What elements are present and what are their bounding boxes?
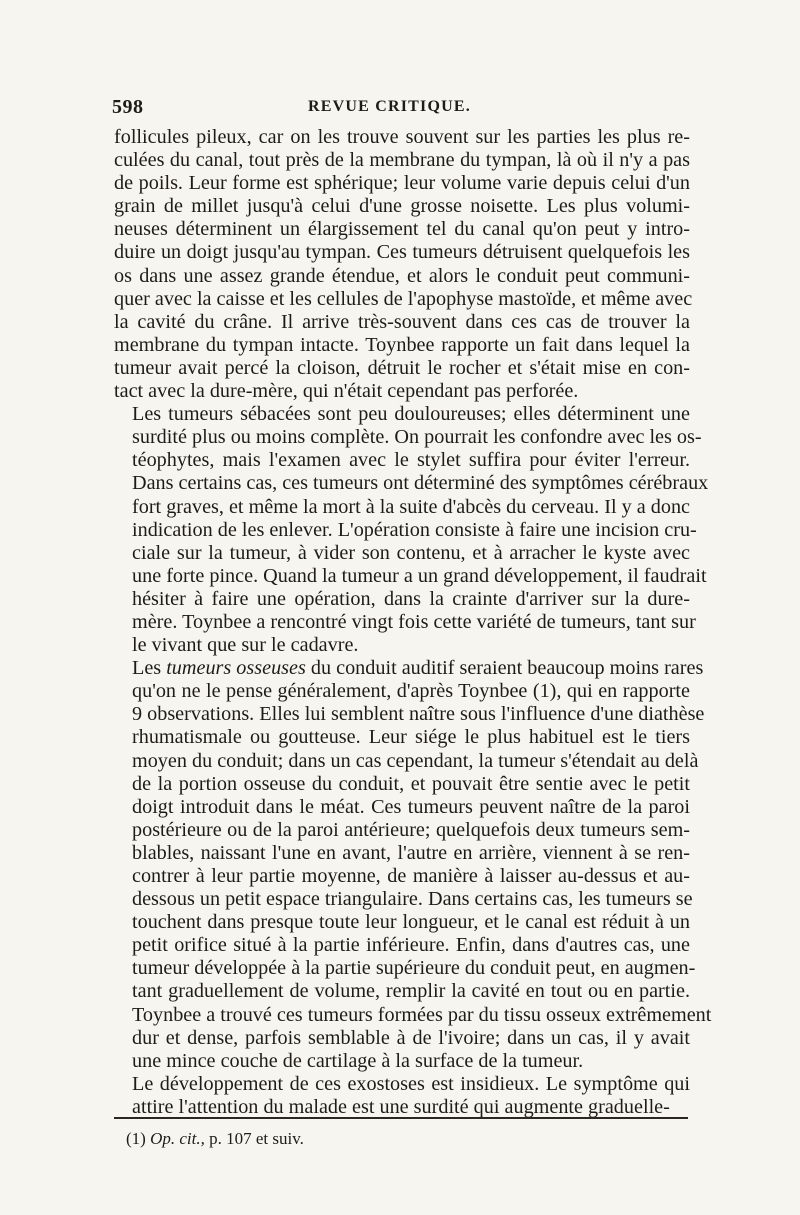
text-line: doigt introduit dans le méat. Ces tumeurs peuvent naître de la paroi bbox=[132, 795, 690, 818]
text-line: fort graves, et même la mort à la suite d'abcès du cerveau. Il y a donc bbox=[132, 495, 691, 518]
footnote-rule bbox=[114, 1117, 688, 1119]
text-line: tumeur avait percé la cloison, détruit le rocher et s'était mise en con- bbox=[114, 356, 690, 379]
text-line: os dans une assez grande étendue, et alors le conduit peut communi- bbox=[114, 264, 690, 287]
running-title: REVUE CRITIQUE. bbox=[308, 98, 471, 115]
footnote bbox=[126, 1129, 304, 1149]
text-line: follicules pileux, car on les trouve souvent sur les parties les plus re- bbox=[114, 126, 690, 148]
italic-term: tumeurs osseuses bbox=[166, 657, 306, 680]
text-line: qu'on ne le pense généralement, d'après Toynbee (1), qui en rapporte bbox=[132, 680, 690, 703]
text-line: dur et dense, parfois semblable à de l'ivoire; dans un cas, il y avait bbox=[132, 1026, 690, 1049]
body-text bbox=[114, 126, 712, 1119]
text-line: dessous un petit espace triangulaire. Dans certains cas, les tumeurs se bbox=[132, 888, 693, 911]
text-line: neuses déterminent un élargissement tel du canal qu'on peut y intro- bbox=[114, 218, 690, 241]
text-line: hésiter à faire une opération, dans la crainte d'arriver sur la dure- bbox=[132, 587, 690, 610]
text-line: touchent dans presque toute leur longueur, et le canal est réduit à un bbox=[132, 911, 690, 934]
footnote-pages: p. 107 et suiv. bbox=[209, 1129, 304, 1148]
text-line: ciale sur la tumeur, à vider son contenu, et à arracher le kyste avec bbox=[132, 541, 690, 564]
text-line: Le développement de ces exostoses est insidieux. Le symptôme qui bbox=[132, 1072, 690, 1095]
text-line: une forte pince. Quand la tumeur a un grand développement, il faudrait bbox=[132, 564, 707, 587]
text-line: membrane du tympan intacte. Toynbee rapporte un fait dans lequel la bbox=[114, 333, 690, 356]
text-line: Dans certains cas, ces tumeurs ont déterminé des symptômes cérébraux bbox=[132, 472, 709, 495]
footnote-source: Op. cit., bbox=[150, 1129, 205, 1148]
text-line: la cavité du crâne. Il arrive très-souvent dans ces cas de trouver la bbox=[114, 310, 690, 333]
paragraph bbox=[114, 1073, 690, 1119]
text-line: attire l'attention du malade est une surdité qui augmente graduelle- bbox=[132, 1095, 670, 1118]
text-line: indication de les enlever. L'opération consiste à faire une incision cru- bbox=[132, 518, 697, 541]
text-line: surdité plus ou moins complète. On pourrait les confondre avec les os- bbox=[132, 426, 702, 449]
text-line: 9 observations. Elles lui semblent naître sous l'influence d'une diathèse bbox=[132, 703, 705, 726]
text-line: de poils. Leur forme est sphérique; leur volume varie depuis celui d'un bbox=[114, 172, 690, 195]
text-line: Les tumeurs sébacées sont peu douloureuses; elles déterminent une bbox=[132, 403, 690, 426]
paragraph bbox=[114, 403, 709, 657]
text-line: blables, naissant l'une en avant, l'autre en arrière, viennent à se ren- bbox=[132, 841, 690, 864]
text-line: tact avec la dure-mère, qui n'était cependant pas perforée. bbox=[114, 380, 579, 403]
text-line: moyen du conduit; dans un cas cependant, la tumeur s'étendait au delà bbox=[132, 749, 699, 772]
paragraph bbox=[114, 657, 712, 1073]
text-line: de la portion osseuse du conduit, et pouvait être sentie avec le petit bbox=[132, 772, 690, 795]
text-line: duire un doigt jusqu'au tympan. Ces tumeurs détruisent quelquefois les bbox=[114, 241, 690, 264]
text-line: téophytes, mais l'examen avec le stylet suffira pour éviter l'erreur. bbox=[132, 449, 690, 472]
paragraph bbox=[114, 126, 693, 403]
text-line: grain de millet jusqu'à celui d'une grosse noisette. Les plus volumi- bbox=[114, 195, 690, 218]
text-line: une mince couche de cartilage à la surface de la tumeur. bbox=[132, 1049, 584, 1072]
text-line: rhumatismale ou goutteuse. Leur siége le plus habituel est le tiers bbox=[132, 726, 690, 749]
text-line: Toynbee a trouvé ces tumeurs formées par du tissu osseux extrêmement bbox=[132, 1003, 712, 1026]
text-line: quer avec la caisse et les cellules de l'apophyse mastoïde, et même avec bbox=[114, 287, 693, 310]
text-line: tant graduellement de volume, remplir la cavité en tout ou en partie. bbox=[132, 980, 690, 1003]
text-line: le vivant que sur le cadavre. bbox=[132, 634, 359, 657]
footnote-marker: (1) bbox=[126, 1129, 146, 1148]
text-line: culées du canal, tout près de la membrane du tympan, là où il n'y a pas bbox=[114, 149, 690, 172]
text-line: tumeur développée à la partie supérieure du conduit peut, en augmen- bbox=[132, 957, 696, 980]
text-line: Les tumeurs osseuses du conduit auditif seraient beaucoup moins rares bbox=[132, 657, 704, 680]
text-line: contrer à leur partie moyenne, de manière à laisser au-dessus et au- bbox=[132, 865, 690, 887]
page-header bbox=[112, 96, 692, 126]
page-number: 598 bbox=[112, 96, 144, 118]
text-line: postérieure ou de la paroi antérieure; quelquefois deux tumeurs sem- bbox=[132, 818, 690, 841]
text-line: petit orifice situé à la partie inférieure. Enfin, dans d'autres cas, une bbox=[132, 934, 690, 957]
text-line: mère. Toynbee a rencontré vingt fois cette variété de tumeurs, tant sur bbox=[132, 610, 696, 633]
